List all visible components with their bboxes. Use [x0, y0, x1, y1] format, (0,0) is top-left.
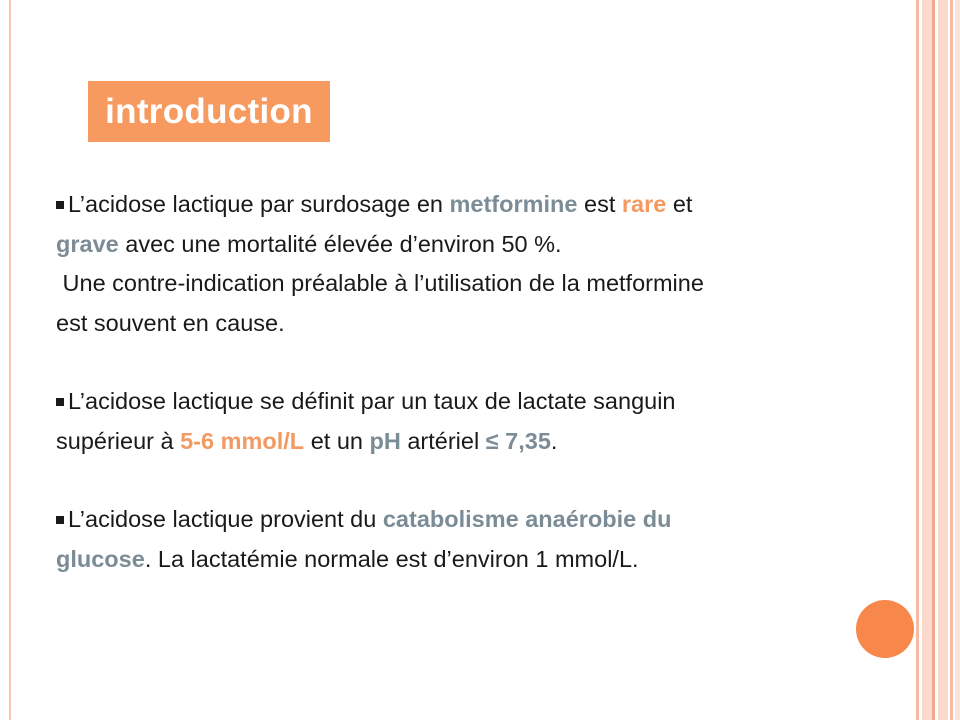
highlight-metformine: metformine — [449, 191, 578, 217]
highlight-ph: pH — [369, 427, 401, 454]
paragraph-definition: L’acidose lactique se définit par un taux de lactate sanguin supérieur à 5-6 mmol/L et un pH artériel ≤ 7,35. — [56, 388, 676, 454]
bullet-square-icon — [56, 398, 64, 406]
highlight-grave: grave — [56, 230, 119, 257]
bullet-square-icon — [56, 516, 64, 524]
paragraph-metformine: L’acidose lactique par surdosage en metformine est rare et grave avec une mortalité élevée d’environ 50 %. Une contre-indication préalable à l’utilisation de la metformine est souvent en cause. — [56, 191, 704, 336]
decorative-circle — [856, 600, 914, 658]
highlight-rare: rare — [621, 191, 667, 217]
highlight-catabolisme: catabolisme anaérobie du — [382, 506, 672, 532]
paragraph-catabolisme: L’acidose lactique provient du catabolisme anaérobie du glucose. La lactatémie normale est d’environ 1 mmol/L. — [56, 506, 672, 572]
highlight-ph-value: ≤ 7,35 — [485, 427, 551, 454]
highlight-glucose: glucose — [56, 545, 145, 572]
slide-content — [56, 185, 896, 579]
slide-title: introduction — [105, 91, 313, 131]
bullet-square-icon — [56, 201, 64, 209]
right-border-stripes — [916, 0, 960, 720]
contre-indication-line: Une contre-indication préalable à l’utilisation de la metformine — [56, 270, 704, 296]
title-box — [88, 81, 330, 142]
left-border-line — [9, 0, 11, 720]
highlight-lactate-threshold: 5-6 mmol/L — [180, 427, 305, 454]
